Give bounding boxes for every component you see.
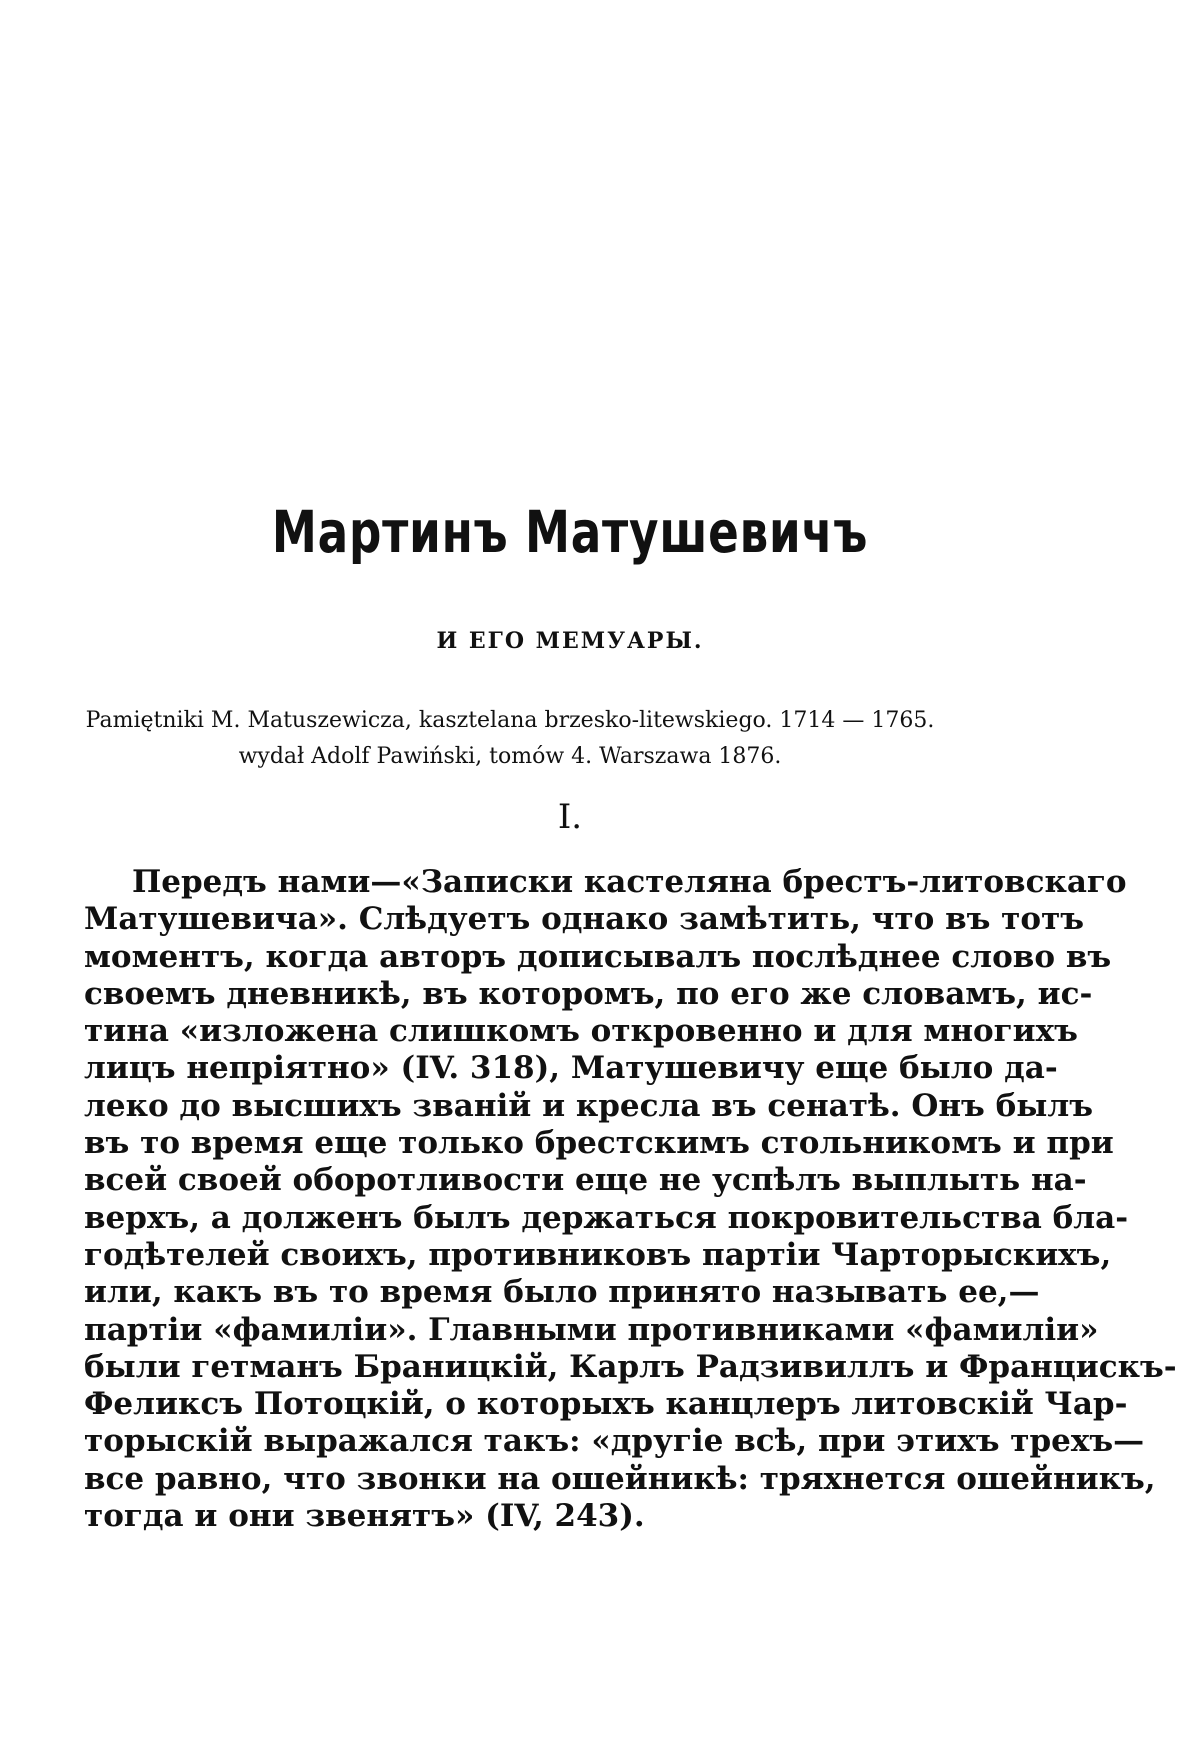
body-line: торыскій выражался такъ: «другіе всѣ, при этихъ трехъ— bbox=[84, 1423, 1145, 1460]
citation-line: Pamiętniki M. Matuszewicza, kasztelana brzesko-litewskiego. 1714 — 1765. bbox=[85, 708, 935, 733]
body-line: все равно, что звонки на ошейникѣ: тряхнется ошейникъ, bbox=[84, 1460, 1156, 1497]
body-line: леко до высшихъ званій и кресла въ сенатѣ. Онъ былъ bbox=[84, 1087, 1093, 1124]
body-line: въ то время еще только брестскимъ стольникомъ и при bbox=[84, 1125, 1114, 1162]
body-line: Феликсъ Потоцкій, о которыхъ канцлеръ литовскій Чар- bbox=[84, 1386, 1128, 1423]
body-line: партіи «фамиліи». Главными противниками «фамиліи» bbox=[84, 1311, 1099, 1348]
body-line: верхъ, а долженъ былъ держаться покровительства бла- bbox=[84, 1199, 1129, 1236]
document-subtitle: И ЕГО МЕМУАРЫ. bbox=[436, 628, 704, 654]
body-paragraph bbox=[84, 864, 1177, 1535]
body-line: тина «изложена слишкомъ откровенно и для многихъ bbox=[84, 1013, 1078, 1050]
body-line: всей своей оборотливости еще не успѣлъ выплыть на- bbox=[84, 1162, 1087, 1199]
citation-line: wydał Adolf Pawiński, tomów 4. Warszawa 1876. bbox=[238, 744, 782, 769]
body-line: лицъ непріятно» (IV. 318), Матушевичу еще было да- bbox=[84, 1050, 1058, 1087]
section-number: I. bbox=[557, 797, 583, 837]
body-line: своемъ дневникѣ, въ которомъ, по его же словамъ, ис- bbox=[84, 975, 1093, 1012]
body-line: были гетманъ Браницкій, Карлъ Радзивиллъ и Францискъ- bbox=[84, 1348, 1177, 1385]
body-line: Передъ нами—«Записки кастеляна брестъ-литовскаго bbox=[132, 864, 1127, 900]
body-line: годѣтелей своихъ, противниковъ партіи Чарторыскихъ, bbox=[84, 1236, 1112, 1273]
document-title: Мартинъ Матушевичъ bbox=[271, 498, 869, 566]
body-line: Матушевича». Слѣдуетъ однако замѣтить, что въ тотъ bbox=[84, 901, 1085, 938]
body-line: моментъ, когда авторъ дописывалъ послѣднее слово въ bbox=[84, 938, 1112, 975]
body-line: или, какъ въ то время было принято называть ее,— bbox=[84, 1274, 1040, 1311]
body-line: тогда и они звенятъ» (IV, 243). bbox=[84, 1498, 645, 1535]
bibliographic-citation bbox=[80, 703, 940, 775]
